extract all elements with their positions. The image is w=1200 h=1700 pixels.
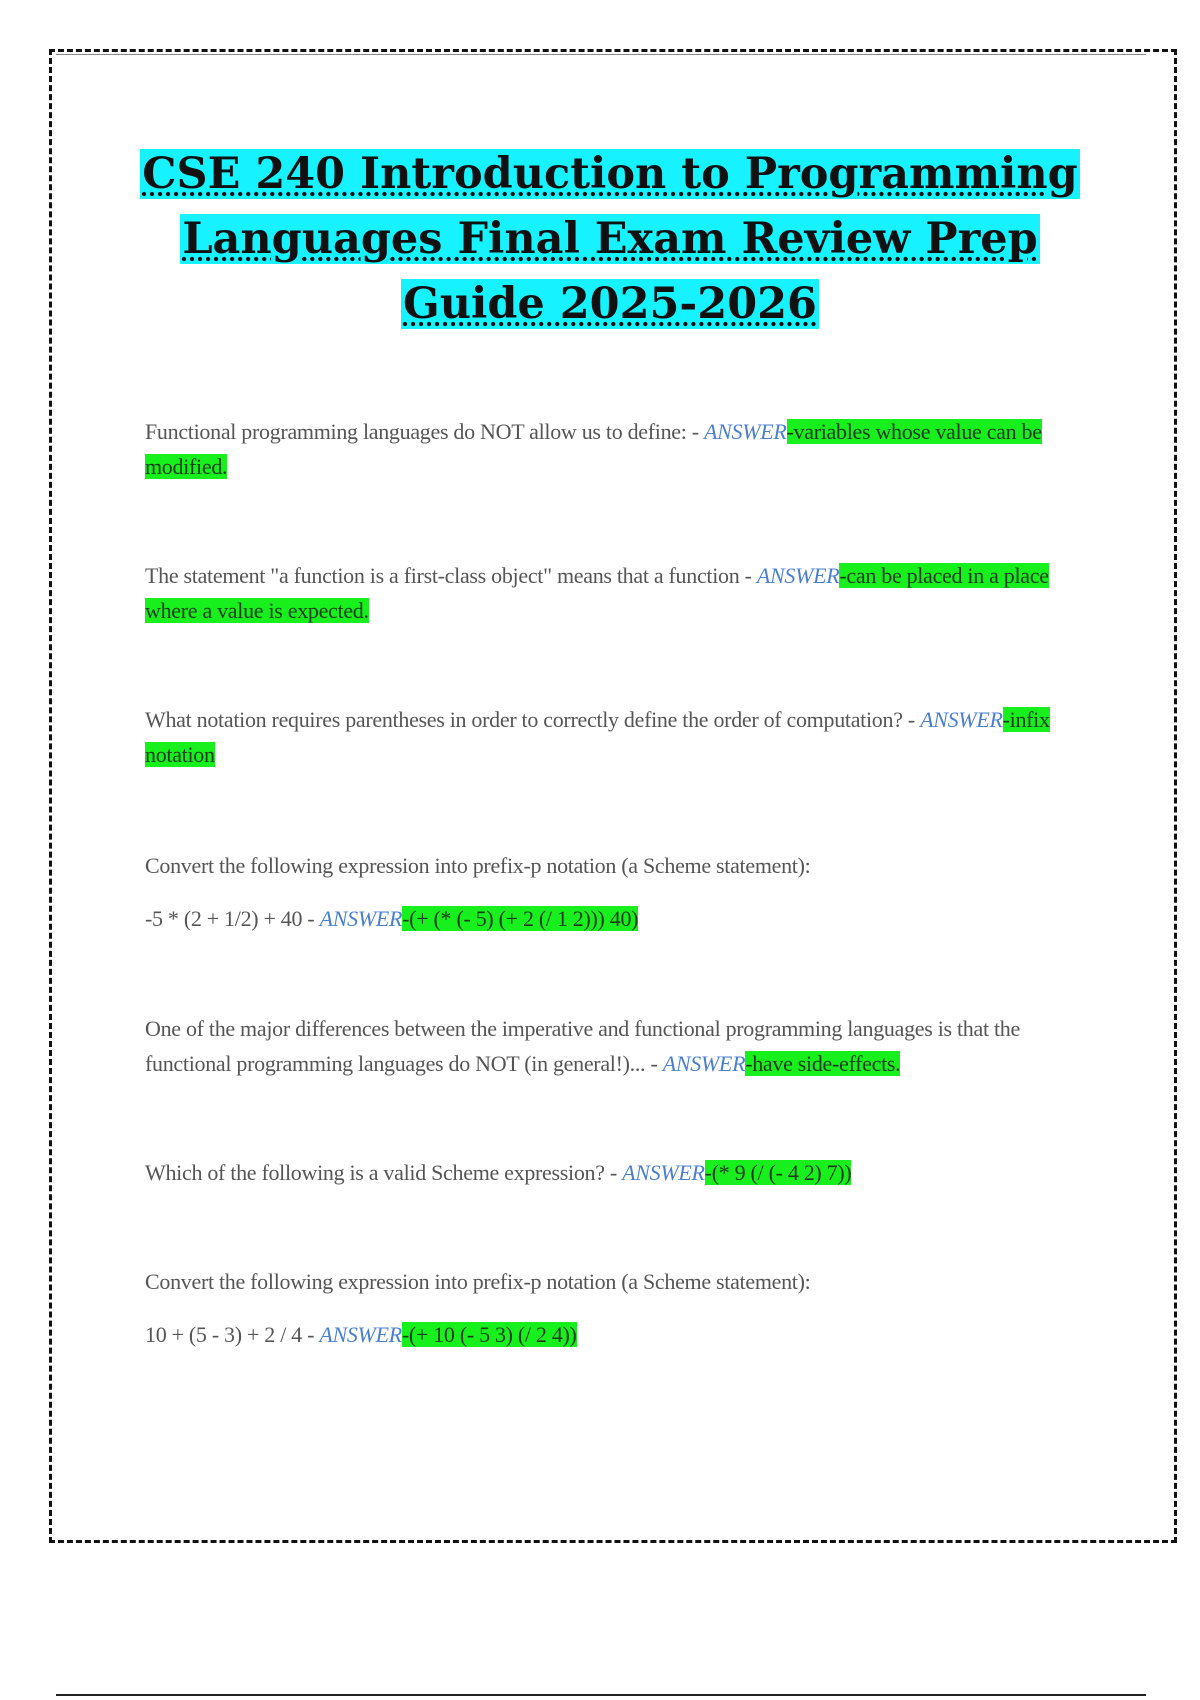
qa-item-3 <box>145 702 1085 772</box>
answer-label: ANSWER <box>920 707 1003 732</box>
question-text: Functional programming languages do NOT allow us to define: - <box>145 419 704 444</box>
answer-label: ANSWER <box>319 906 403 931</box>
answer-text: -infix notation <box>145 707 1050 767</box>
question-text: What notation requires parentheses in order to correctly define the order of computation? - <box>145 707 921 732</box>
question-text: 10 + (5 - 3) + 2 / 4 - <box>145 1322 320 1347</box>
answer-label: ANSWER <box>622 1160 705 1185</box>
answer-text: -(+ 10 (- 5 3) (/ 2 4)) <box>401 1322 577 1347</box>
answer-text: -(+ (* (- 5) (+ 2 (/ 1 2))) 40) <box>402 906 639 931</box>
answer-text: -can be placed in a place where a value is expected. <box>145 563 1049 623</box>
answer-text: -(* 9 (/ (- 4 2) 7)) <box>704 1160 852 1185</box>
answer-text: -have side-effects. <box>745 1051 901 1076</box>
qa-item-4 <box>145 848 1085 936</box>
answer-label: ANSWER <box>662 1051 746 1076</box>
question-text: One of the major differences between the imperative and functional programming languages is that the functional programming languages do NOT (in general!)... - <box>145 1016 1020 1076</box>
title-block <box>120 142 1100 337</box>
question-line: Convert the following expression into prefix-p notation (a Scheme statement): <box>145 853 811 878</box>
question-text: -5 * (2 + 1/2) + 40 - <box>145 906 320 931</box>
document-title: CSE 240 Introduction to Programming Languages Final Exam Review Prep Guide 2025-2026 <box>142 149 1078 329</box>
answer-label: ANSWER <box>319 1322 402 1347</box>
answer-label: ANSWER <box>756 563 840 588</box>
qa-item-6 <box>145 1155 1085 1190</box>
top-rule <box>56 54 1146 55</box>
question-text: Which of the following is a valid Scheme expression? - <box>145 1160 623 1185</box>
answer-text: -variables whose value can be modified. <box>145 419 1042 479</box>
qa-item-2 <box>145 558 1085 628</box>
answer-label: ANSWER <box>704 419 787 444</box>
question-text: The statement "a function is a first-class object" means that a function - <box>145 563 757 588</box>
bottom-rule <box>56 1694 1146 1696</box>
qa-item-7 <box>145 1264 1085 1352</box>
question-line: Convert the following expression into prefix-p notation (a Scheme statement): <box>145 1269 811 1294</box>
qa-item-5 <box>145 1011 1085 1081</box>
qa-item-1 <box>145 414 1085 484</box>
